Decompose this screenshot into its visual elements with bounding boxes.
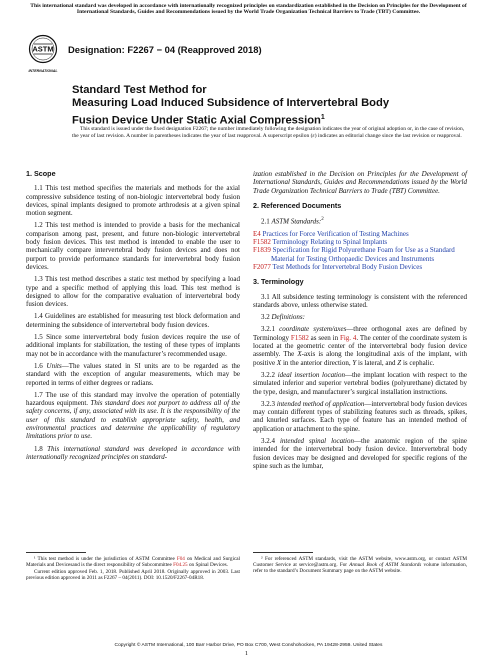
para-number: 3.2 [261,313,272,322]
italic-term: Units [46,361,62,370]
footnote-2 [253,556,467,575]
footnote-2-text [253,556,467,574]
reference-title-link[interactable]: Practices for Force Verification of Testing Machines [262,229,409,238]
reference-list [253,230,467,271]
astm-logo [28,34,58,76]
italic-text: This international standard was developed in accordance with internationally recognized principles on standard- [26,444,240,461]
section-heading-referenced-documents: 2. Referenced Documents [253,200,342,210]
inline-link-fig-4[interactable]: Fig. 4 [339,333,357,342]
paragraph-2-1 [253,216,467,226]
para-number: 1.6 [34,361,47,370]
footnote-divider [253,552,313,553]
reference-title-link[interactable]: Test Methods for Intervertebral Body Fusion Devices [272,263,423,271]
para-text: is cephalic. [401,358,435,367]
footnote-text: ² For referenced ASTM standards, visit the ASTM website, www.astm.org, or contact ASTM Customer Service at service@astm.org. For [253,556,467,569]
reference-item [253,238,467,246]
standardization-notice: This international standard was developed in accordance with internationally recognized principles on standardization established in the Decision on Principles for the Development of International Standards, Guides and Recommendations issued by the World Trade Organization Technical Barriers to Trade (TBT) Committee. [30,3,467,16]
footnote-1-text [26,556,240,568]
paragraph-3-2-2 [253,371,467,396]
para-number: 2.1 [261,217,272,226]
reference-link-f1839[interactable]: F1839 [253,246,271,255]
logo-subtext: INTERNATIONAL [28,69,58,73]
reference-title-link[interactable]: Terminology Relating to Spinal Implants [272,238,388,247]
para-text: as seen in [308,333,340,342]
footnote-link-f04-25[interactable]: F04.25 [173,562,188,569]
para-number: 3.2.4 [261,437,280,446]
para-text: —intervertebral body fusion devices may contain different types of stabilizing features such as threads, spikes, and knurled surfaces. Each type of feature has an intended method of application or attachment to the spine. [253,399,467,433]
footnote-text: volume information, refer to the standard’s Document Summary page on the ASTM website. [253,562,468,575]
paragraph-1-5: 1.5 Since some intervertebral body fusion devices require the use of additional implants for stabilization, the testing of these types of implants may not be in accordance with the manufacturer’s recommended usage. [26,333,240,358]
footnote-text: on Medical and Surgical Materials and Devicesand is the direct responsibility of Subcommittee [26,556,241,569]
italic-text: Annual Book of ASTM Standards [349,562,422,569]
right-column [253,170,467,474]
para-number: 3.2.3 [261,399,277,408]
footnote-1-edition: Current edition approved Feb. 1, 2018. Published April 2018. Originally approved in 2003. Last previous edition approved in 2011 as F2267 – 04(2011). DOI: 10.1520/F2267-04R18. [26,569,240,582]
italic-term: intended spinal location [279,437,355,446]
paragraph-3-2-1 [253,325,467,366]
axis-symbol: X [297,350,302,359]
footnote-link-f04[interactable]: F04 [176,556,185,562]
para-text: —The values stated in SI units are to be regarded as the standard with the exception of angular measurements, which may be reported in terms of either degrees or radians. [26,361,241,387]
copyright-line: Copyright © ASTM International, 100 Barr Harbor Drive, PO Box C700, West Conshohocken, PA 19428-2959. United States [114,643,383,648]
italic-term: intended method of application [276,399,365,408]
para-number: 3.2.2 [261,370,278,379]
para-text: in the anterior direction, [281,358,353,367]
paragraph-1-1: 1.1 This test method specifies the materials and methods for the axial compressive subsidence testing of non-biologic intervertebral body fusion devices, spinal implants designed to promote arthrodesis at a given spinal motion segment. [26,184,240,218]
title-footnote-marker: 1 [320,113,325,121]
paragraph-1-8 [26,445,240,462]
paragraph-1-4: 1.4 Guidelines are established for measuring test block deformation and determining the subsidence of intervertebral body fusion devices. [26,312,240,329]
inline-link-f1582[interactable]: F1582 [290,333,309,342]
para-text: -axis is along the longitudinal axis of the implant, with positive [253,350,468,367]
page-number: 1 [244,650,249,657]
reference-item [253,246,467,263]
reference-link-f2077[interactable]: F2077 [253,263,271,271]
paragraph-3-2 [253,313,467,321]
footnote-text: on Spinal Devices. [187,562,228,569]
footnote-1 [26,556,240,582]
para-text: —the anatomic region of the spine intended for the intervertebral body fusion device. Intervertebral body fusion devices may be designed and developed for specific regions of the spine such as the lumbar, [253,437,468,470]
footnote-divider [26,552,86,553]
para-text: —the implant location with respect to the simulated inferior and superior vertebral bodies (polyurethane) dictated by the type, design, and manufacturer’s surgical installation instructions. [253,370,468,396]
reference-item [253,263,467,271]
section-heading-scope: 1. Scope [26,169,56,178]
reference-item [253,230,467,238]
title-line-3-text: Fusion Device Under Static Axial Compression [72,114,321,127]
left-column [26,170,240,465]
para-text: 1.7 The use of this standard may involve the operation of potentially hazardous equipment. [26,390,240,408]
footnote-text: ¹ This test method is under the jurisdiction of ASTM Committee [34,556,177,562]
para-text: . The center of the coordinate system is located at the geometric center of the intervertebral body fusion device assembly. The [253,333,468,359]
safety-caveat: This standard does not purport to address all of the safety concerns, if any, associated with its use. It is the responsibility of the user of this standard to establish appropriate safety, health, and environmental practices and determine the applicability of regulatory limitations prior to use. [26,399,240,441]
title-line-2: Measuring Load Induced Subsidence of Intervertebral Body [72,97,390,110]
reference-title-link[interactable]: Specification for Rigid Polyurethane Foam for Use as a Standard Material for Testing Orthopaedic Devices and Instruments [271,246,455,263]
paragraph-1-8-continued [253,170,467,195]
para-number: 1.8 [34,444,48,453]
paragraph-1-7 [26,391,240,441]
axis-symbol: Y [352,358,357,367]
section-heading-terminology: 3. Terminology [253,277,304,287]
paragraph-3-1: 3.1 All subsidence testing terminology is consistent with the referenced standards above, unless otherwise stated. [253,292,467,309]
reference-link-f1582[interactable]: F1582 [253,238,271,247]
paragraph-1-3: 1.3 This test method describes a static test method by specifying a load type and a specific method of applying this load. This test method is designed to allow for the comparative evaluation of intervertebral body fusion devices. [26,275,240,309]
italic-term: Definitions: [271,313,305,322]
paragraph-1-6 [26,362,240,387]
italic-text: ization established in the Decision on Principles for the Development of International Standards, Guides and Recommendations issued by the World Trade Organization Technical Barriers to Trade (TBT) Committee. [253,170,467,195]
italic-term: coordinate system/axes [279,325,347,334]
logo-text: ASTM [32,44,54,54]
paragraph-3-2-4 [253,437,467,470]
designation: Designation: F2267 − 04 (Reapproved 2018) [68,44,262,55]
italic-term: ASTM Standards: [271,217,322,226]
axis-symbol: X [276,358,282,367]
para-number: 3.2.1 [261,325,280,334]
reference-link-e4[interactable]: E4 [253,229,261,238]
paragraph-3-2-3 [253,400,467,433]
standard-issuance-note: This standard is issued under the fixed designation F2267; the number immediately following the designation indicates the year of original adoption or, in the case of revision, the year of last revision. A number in parentheses indicates the year of last reapproval. A superscript epsilon (ε) indicates an editorial change since the last revision or reapproval. [72,126,465,139]
paragraph-1-2: 1.2 This test method is intended to provide a basis for the mechanical comparison among past, present, and future non-biologic intervertebral body fusion devices. This test method is intended to enable the user to mechanically compare intervertebral body fusion devices and does not purport to provide performance standards for intervertebral body fusion devices. [26,221,240,271]
axis-symbol: Z [397,358,402,367]
title-line-1: Standard Test Method for [72,84,207,96]
para-text: —three orthogonal axes are defined by Terminology [253,325,467,342]
italic-term: ideal insertion location [277,370,345,379]
document-title [72,84,472,128]
footnote-marker: 2 [321,217,324,223]
para-text: is lateral, and [356,358,398,367]
